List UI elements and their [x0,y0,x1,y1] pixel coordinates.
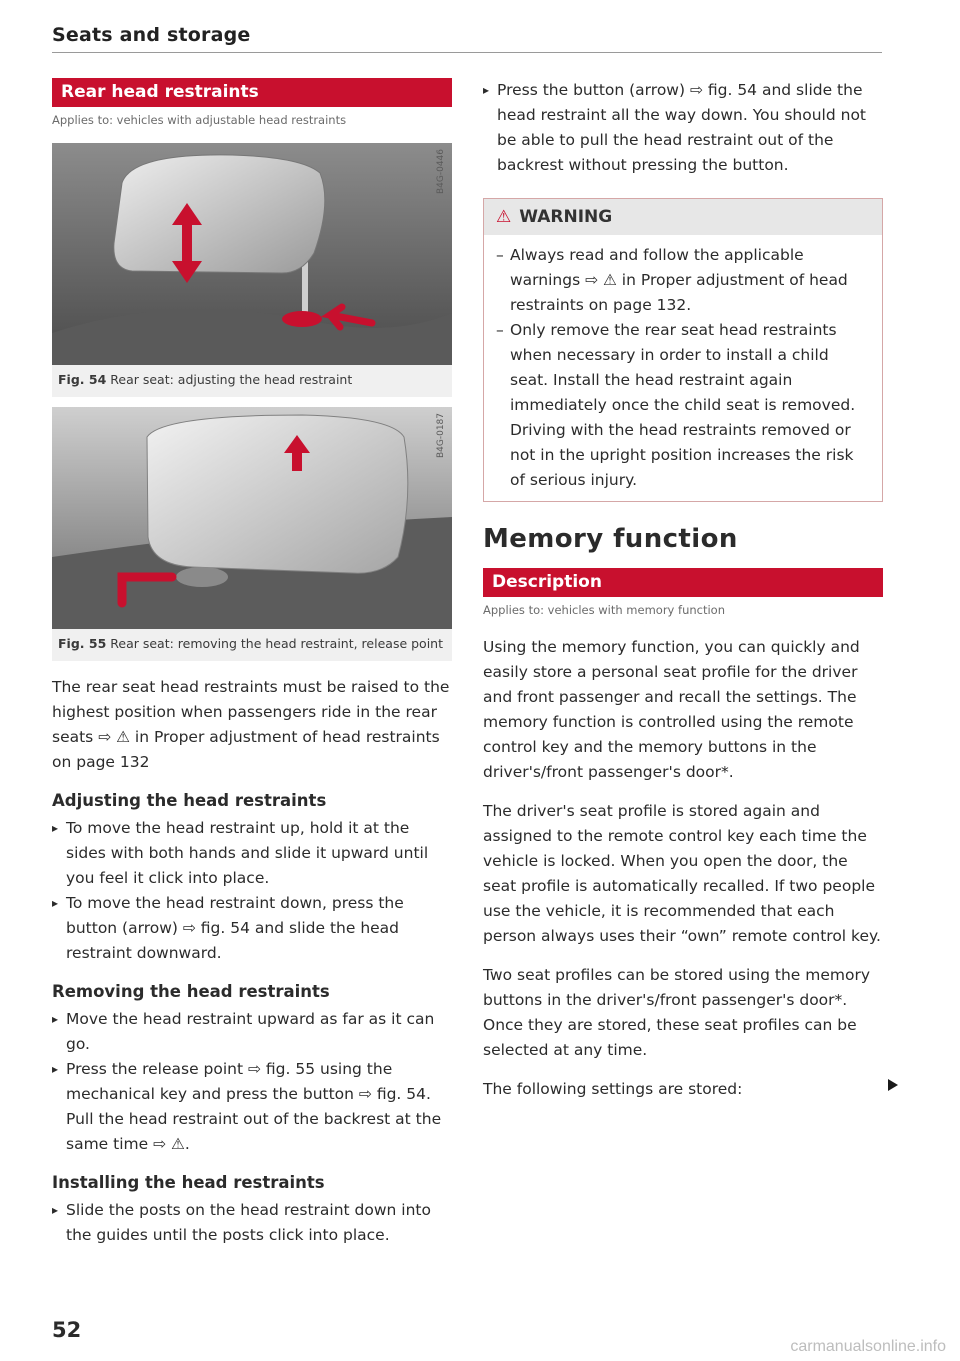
head-restraint-adjust-illustration [52,143,452,365]
warning-title: WARNING [519,207,613,227]
figure-54-caption-text: Rear seat: adjusting the head restraint [110,372,353,387]
figure-55-caption-text: Rear seat: removing the head restraint, release point [110,636,443,651]
adjusting-heading: Adjusting the head restraints [52,791,327,810]
installing-heading: Installing the head restraints [52,1173,325,1192]
page-number: 52 [52,1318,82,1342]
section-title: Seats and storage [52,24,251,46]
figure-55 [52,407,452,661]
header-divider [52,52,882,53]
list-item: – Always read and follow the applicable warnings ⇨ ⚠ in Proper adjustment of head restraints on page 132. [496,243,870,318]
left-column [52,78,452,1248]
rear-head-restraints-banner: Rear head restraints [52,78,452,107]
list-item: ▸ Slide the posts on the head restraint down into the guides until the posts click into place. [52,1198,452,1248]
figure-54-image [52,143,452,365]
memory-applies-note: Applies to: vehicles with memory function [483,603,725,617]
figure-54-number: Fig. 54 [58,372,107,387]
list-item: ▸ To move the head restraint up, hold it at the sides with both hands and slide it upward until you feel it click into place. [52,816,452,891]
memory-paragraph-4: The following settings are stored: [483,1080,743,1098]
description-banner: Description [483,568,883,597]
warning-list [484,235,882,501]
adjusting-steps [52,816,452,966]
memory-function-heading: Memory function [483,524,738,554]
list-item: ▸ To move the head restraint down, press the button (arrow) ⇨ fig. 54 and slide the head restraint downward. [52,891,452,966]
installing-steps [52,1198,452,1248]
memory-paragraph-3: Two seat profiles can be stored using the memory buttons in the driver's/front passenger's door*. Once they are stored, these seat profiles can be selected at any time. [483,966,871,1059]
list-item: ▸ Press the release point ⇨ fig. 55 using the mechanical key and press the button ⇨ fig. 54. Pull the head restraint out of the backrest at the same time ⇨ ⚠. [52,1057,452,1157]
figure-55-image [52,407,452,629]
list-item: ▸ Move the head restraint upward as far as it can go. [52,1007,452,1057]
applies-note: Applies to: vehicles with adjustable head restraints [52,113,347,127]
warning-header [484,199,882,235]
memory-paragraph-2: The driver's seat profile is stored again and assigned to the remote control key each time the vehicle is locked. When you open the door, the seat profile is automatically recalled. If two people use the vehicle, it is recommended that each person always uses their “own” remote control key. [483,802,881,945]
removing-heading: Removing the head restraints [52,982,330,1001]
intro-paragraph: The rear seat head restraints must be raised to the highest position when passengers ride in the rear seats ⇨ ⚠ in Proper adjustment of head restraints on page 132 [52,678,450,771]
removing-steps [52,1007,452,1157]
figure-54-code: B4G-0446 [436,149,446,195]
figure-55-number: Fig. 55 [58,636,107,651]
list-item: – Only remove the rear seat head restraints when necessary in order to install a child seat. Install the head restraint again immediately once the child seat is removed. Driving with the head restraints removed or not in the upright position increases the risk of serious injury. [496,318,870,493]
watermark: carmanualsonline.info [790,1338,946,1355]
figure-55-code: B4G-0187 [436,413,446,459]
list-item: ▸ Press the button (arrow) ⇨ fig. 54 and slide the head restraint all the way down. You should not be able to pull the head restraint out of the backrest without pressing the button. [483,78,883,178]
head-restraint-remove-illustration [52,407,452,629]
memory-paragraph-1: Using the memory function, you can quickly and easily store a personal seat profile for the driver and front passenger and recall the settings. The memory function is controlled using the remote control key and the memory buttons in the driver's/front passenger's door*. [483,638,860,781]
continue-arrow-icon [888,1079,898,1091]
warning-box [483,198,883,502]
warning-icon: ⚠ [496,207,512,227]
figure-54 [52,143,452,397]
figure-54-caption [52,365,452,397]
figure-55-caption [52,629,452,661]
right-column [483,78,883,1102]
installing-steps-continued [483,78,883,178]
